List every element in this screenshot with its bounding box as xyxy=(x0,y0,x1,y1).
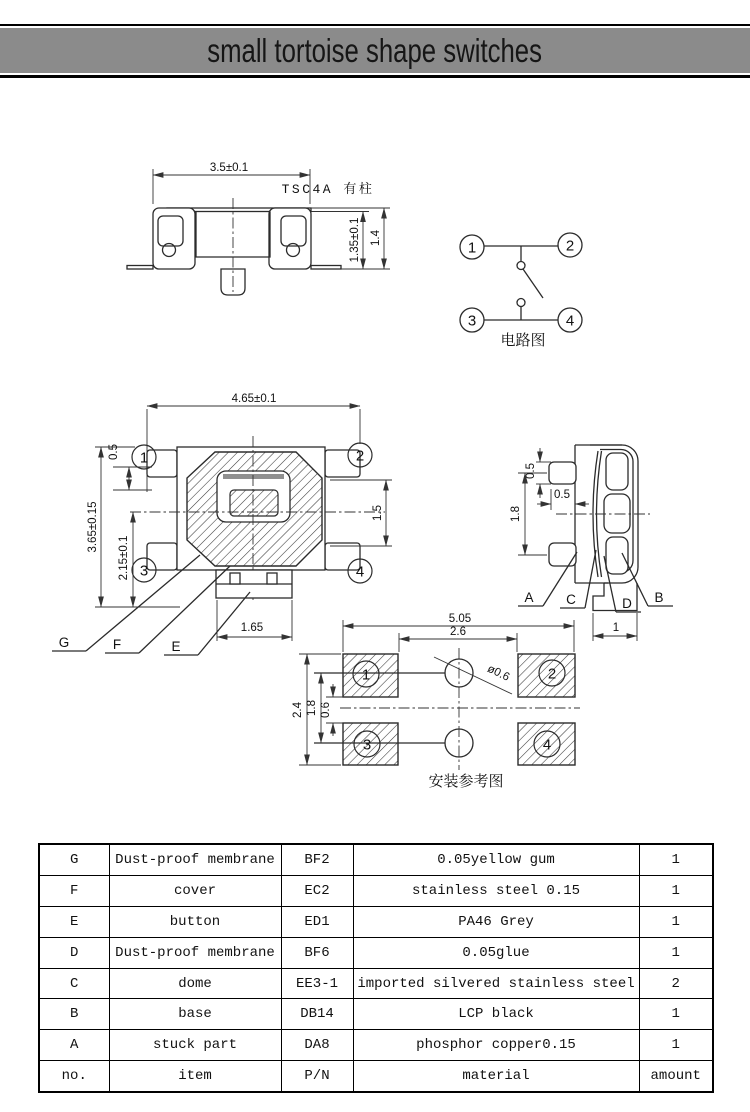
terminal-3-label: 3 xyxy=(139,562,149,580)
dim-gap-label: 0.6 xyxy=(320,702,332,718)
cell-amount: 2 xyxy=(639,968,713,999)
left-flange xyxy=(127,266,153,270)
dim-hole-label: ø0.6 xyxy=(485,662,512,684)
dim-total-height-label: 1.4 xyxy=(370,230,382,246)
pad-4-label: 4 xyxy=(542,736,552,754)
header-pn: P/N xyxy=(281,1061,353,1092)
table-row xyxy=(39,999,713,1030)
side-view xyxy=(127,162,390,295)
dim-foot-label: 1 xyxy=(612,622,620,634)
pad-3-label: 3 xyxy=(362,736,372,754)
cell-material: PA46 Grey xyxy=(353,906,639,937)
button-edge-shade xyxy=(223,474,284,479)
table-row xyxy=(39,937,713,968)
cell-amount: 1 xyxy=(639,999,713,1030)
cell-amount: 1 xyxy=(639,875,713,906)
parts-table xyxy=(38,843,714,1093)
cell-material: LCP black xyxy=(353,999,639,1030)
dim-right-label: 1.5 xyxy=(372,505,384,521)
model-label: TSC4A 有柱 xyxy=(281,182,375,197)
pad-1 xyxy=(343,654,398,697)
cell-pn: EE3-1 xyxy=(281,968,353,999)
dim-total-height-label: 2.4 xyxy=(292,702,304,718)
dim-offset-label: 0.5 xyxy=(108,444,120,460)
cell-pn: BF6 xyxy=(281,937,353,968)
header-no: no. xyxy=(39,1061,109,1092)
dim-total-width-label: 5.05 xyxy=(448,613,472,625)
cell-amount: 1 xyxy=(639,937,713,968)
terminal-pad xyxy=(147,450,177,477)
terminal-3-label: 3 xyxy=(467,312,477,330)
part-label-b: B xyxy=(654,590,664,605)
cell-pn: BF2 xyxy=(281,844,353,875)
cell-item: button xyxy=(109,906,281,937)
terminal-pad xyxy=(147,543,177,570)
cell-material: 0.05glue xyxy=(353,937,639,968)
cell-material: stainless steel 0.15 xyxy=(353,875,639,906)
header-amount: amount xyxy=(639,1061,713,1092)
cell-item: cover xyxy=(109,875,281,906)
terminal-pad xyxy=(325,543,360,570)
dim-width-label: 3.5±0.1 xyxy=(209,162,249,174)
cell-amount: 1 xyxy=(639,844,713,875)
contact-tab xyxy=(549,462,576,484)
cell-item: Dust-proof membrane xyxy=(109,937,281,968)
switch-arm xyxy=(523,269,543,298)
cell-pn: DB14 xyxy=(281,999,353,1030)
part-label-g: G xyxy=(58,635,70,650)
mounting-diagram xyxy=(292,613,580,790)
cell-no: G xyxy=(39,844,109,875)
cell-material: imported silvered stainless steel xyxy=(353,968,639,999)
cell-no: A xyxy=(39,1030,109,1061)
cell-no: B xyxy=(39,999,109,1030)
table-header-row xyxy=(39,1061,713,1092)
cell-amount: 1 xyxy=(639,1030,713,1061)
part-label-e: E xyxy=(171,639,181,654)
terminal-4-label: 4 xyxy=(355,563,365,581)
table-row xyxy=(39,968,713,999)
cell-item: Dust-proof membrane xyxy=(109,844,281,875)
dim-height-label: 3.65±0.15 xyxy=(87,501,99,553)
page-title: small tortoise shape switches xyxy=(207,31,543,69)
cell-no: C xyxy=(39,968,109,999)
terminal-2-label: 2 xyxy=(355,447,365,465)
header-item: item xyxy=(109,1061,281,1092)
right-flange xyxy=(311,266,341,270)
cell-no: D xyxy=(39,937,109,968)
pad-2-label: 2 xyxy=(547,665,557,683)
terminal-1-label: 1 xyxy=(467,239,477,257)
pad-1-label: 1 xyxy=(361,666,371,684)
table-row xyxy=(39,906,713,937)
dim-width-label: 4.65±0.1 xyxy=(231,393,277,405)
circuit-caption: 电路图 xyxy=(500,332,546,349)
cell-no: F xyxy=(39,875,109,906)
terminal-1-label: 1 xyxy=(139,449,149,467)
right-side-view xyxy=(510,445,673,641)
dim-pitch-label: 1.8 xyxy=(510,506,522,522)
terminal-2-label: 2 xyxy=(565,237,575,255)
contact-tab xyxy=(549,543,576,566)
pad-2 xyxy=(518,654,575,697)
part-label-d: D xyxy=(622,596,632,611)
cell-no: E xyxy=(39,906,109,937)
header-material: material xyxy=(353,1061,639,1092)
dim-cover-height-label: 1.35±0.1 xyxy=(349,217,361,263)
cell-pn: ED1 xyxy=(281,906,353,937)
mount-caption: 安装参考图 xyxy=(428,773,504,790)
dim-row-pitch-label: 1.8 xyxy=(306,700,318,716)
terminal-4-label: 4 xyxy=(565,312,575,330)
table-row xyxy=(39,875,713,906)
table-row xyxy=(39,1030,713,1061)
dim-tab-width-label: 0.5 xyxy=(554,489,570,501)
cell-pn: EC2 xyxy=(281,875,353,906)
cell-item: stuck part xyxy=(109,1030,281,1061)
dim-inner-width-label: 2.6 xyxy=(450,626,466,638)
contact-dot xyxy=(517,262,525,270)
dim-tab-height-label: 0.5 xyxy=(525,463,537,479)
contact-dot xyxy=(517,299,525,307)
part-label-f: F xyxy=(112,637,122,652)
part-label-c: C xyxy=(566,592,576,607)
cell-material: 0.05yellow gum xyxy=(353,844,639,875)
cell-item: dome xyxy=(109,968,281,999)
cell-amount: 1 xyxy=(639,906,713,937)
cell-item: base xyxy=(109,999,281,1030)
terminal-pad xyxy=(325,450,360,477)
part-label-a: A xyxy=(524,590,534,605)
cell-material: phosphor copper0.15 xyxy=(353,1030,639,1061)
top-view xyxy=(52,393,392,655)
circuit-diagram xyxy=(460,233,582,349)
dim-lower-label: 2.15±0.1 xyxy=(118,535,130,581)
dim-tab-label: 1.65 xyxy=(240,622,264,634)
table-row xyxy=(39,844,713,875)
cell-pn: DA8 xyxy=(281,1030,353,1061)
